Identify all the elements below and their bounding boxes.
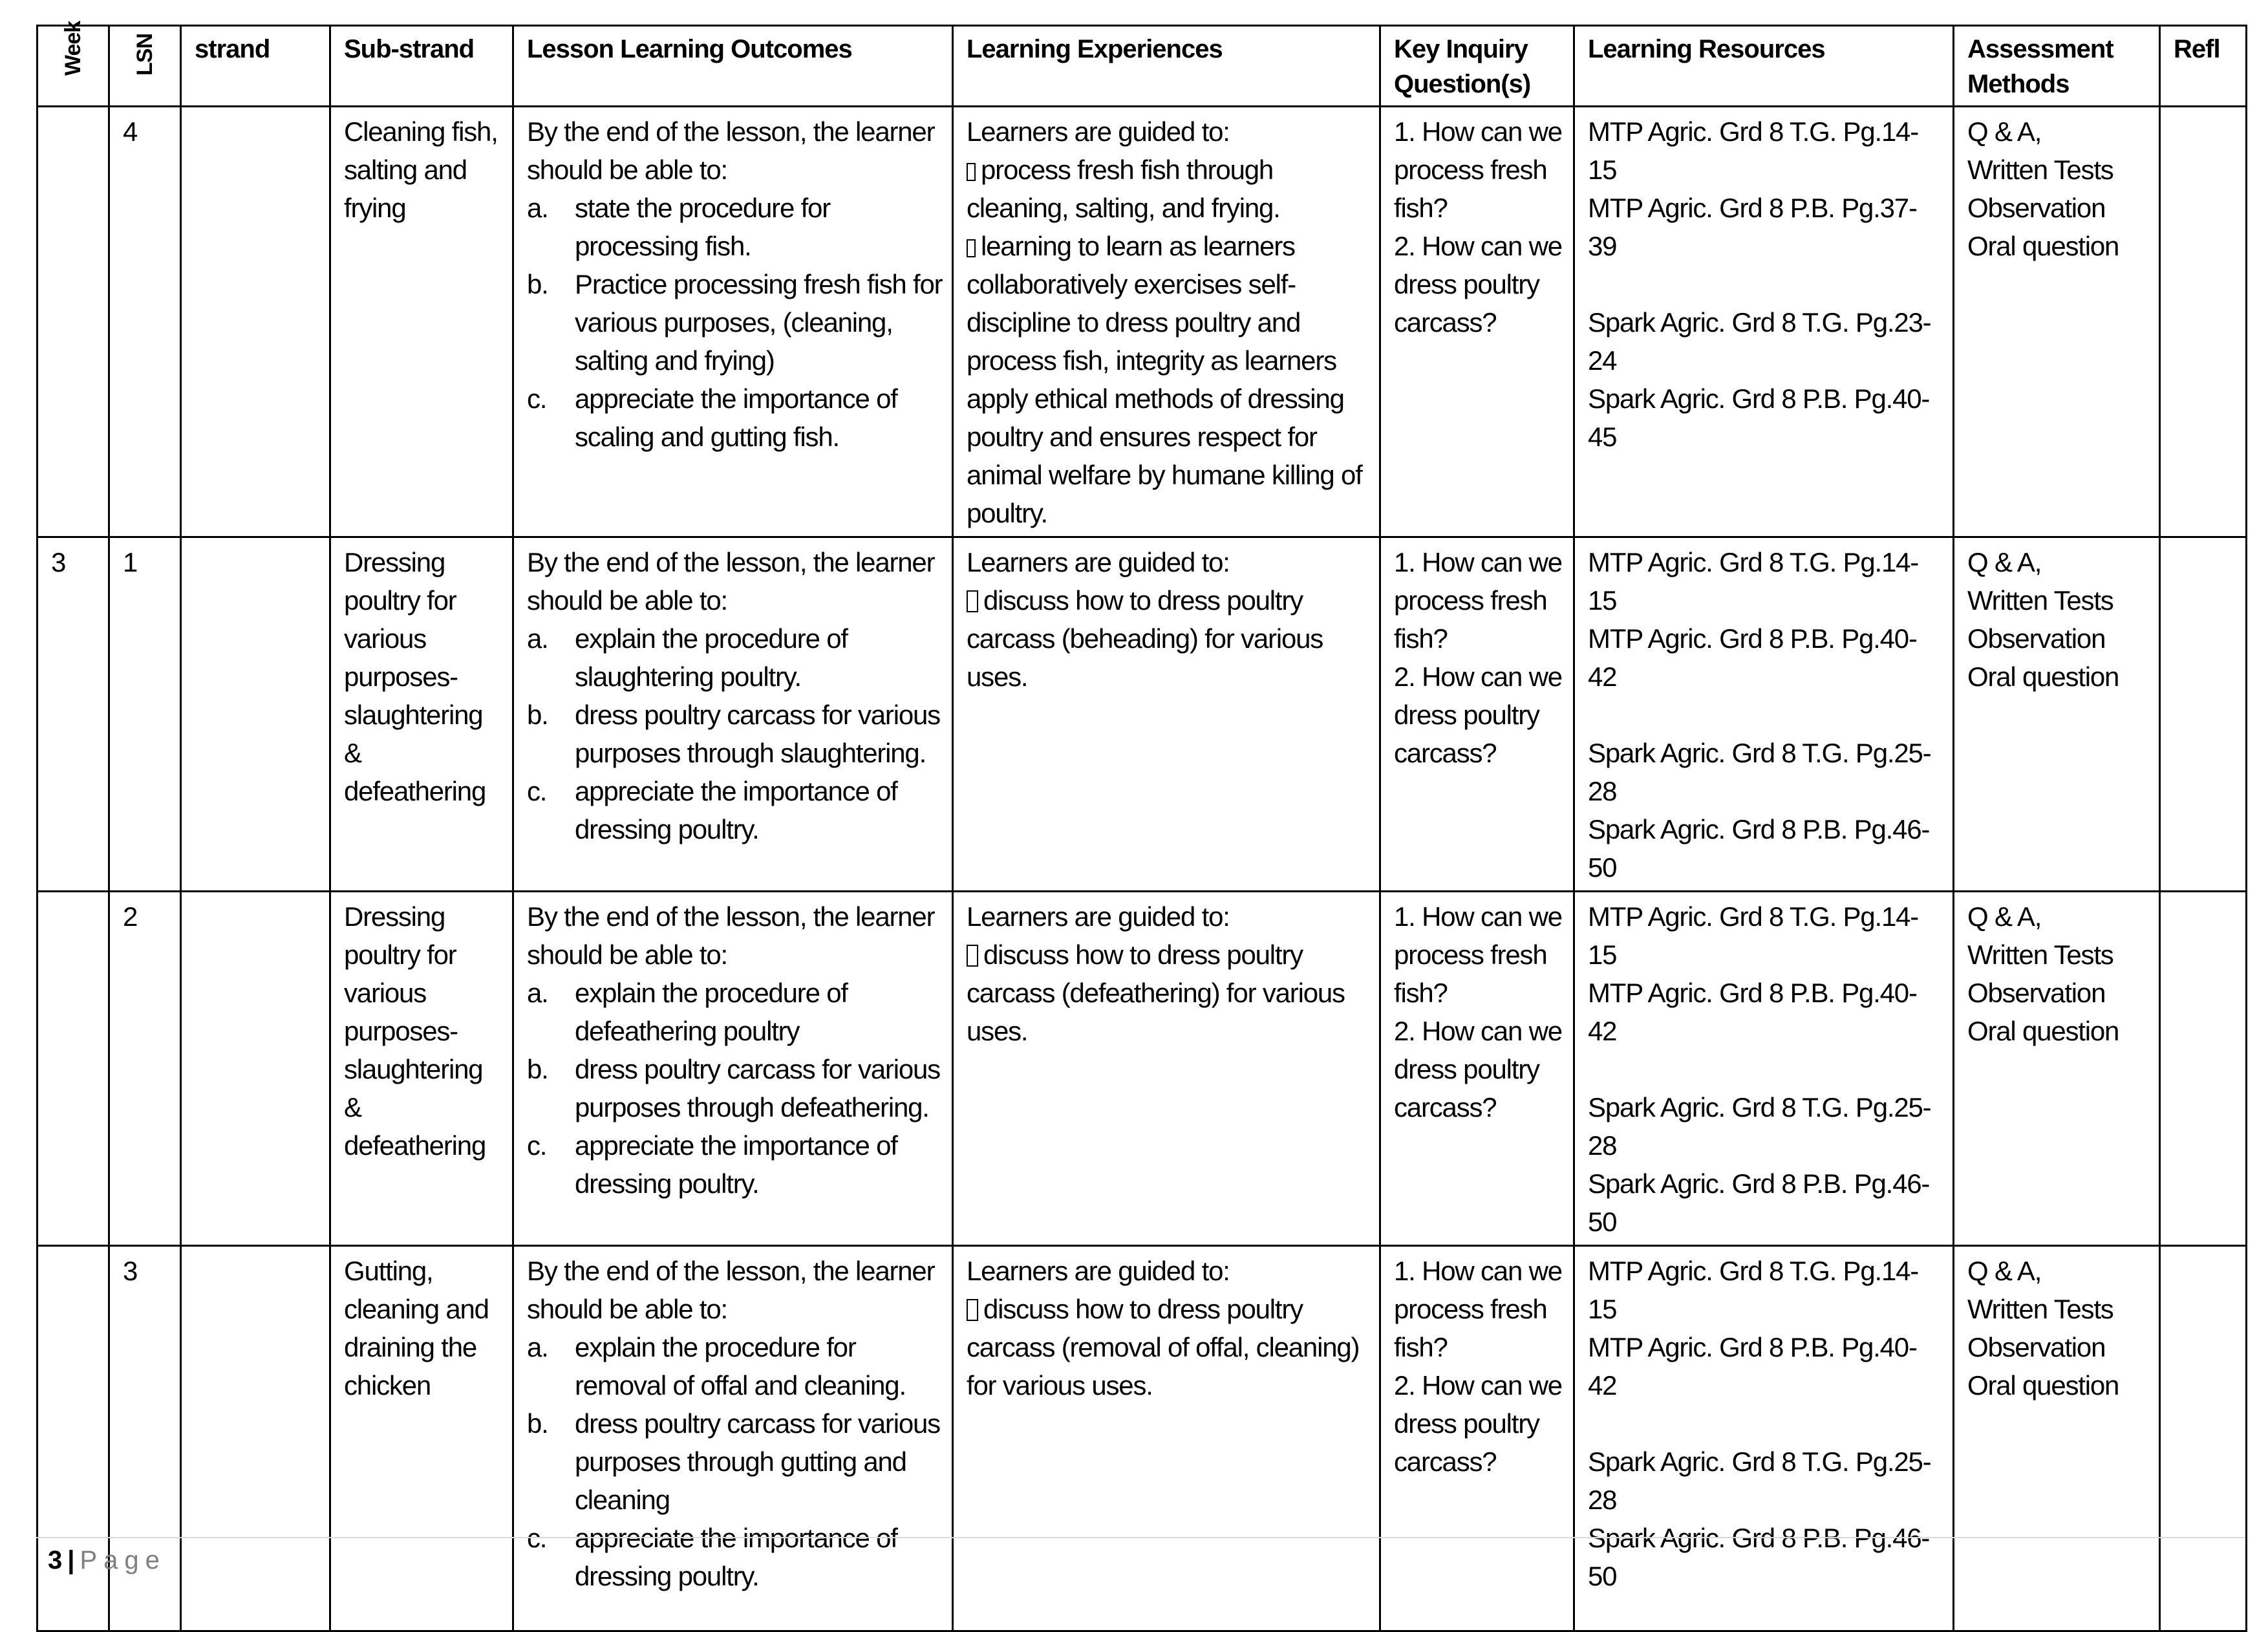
resource-item: MTP Agric. Grd 8 T.G. Pg.14-15 bbox=[1588, 901, 1919, 970]
experience-item bbox=[967, 581, 1370, 696]
outcome-text: dress poultry carcass for various purposes through defeathering. bbox=[575, 1054, 940, 1122]
experiences-cell bbox=[953, 892, 1380, 1246]
week-cell bbox=[37, 107, 109, 537]
resource-item: MTP Agric. Grd 8 P.B. Pg.37-39 bbox=[1588, 193, 1917, 261]
experience-item bbox=[967, 227, 1370, 532]
table-row bbox=[37, 537, 2247, 892]
resource-item: Spark Agric. Grd 8 T.G. Pg.25-28 bbox=[1588, 738, 1931, 806]
assessment-item: Oral question bbox=[1967, 1370, 2119, 1401]
reflection-cell bbox=[2160, 537, 2247, 892]
header-lsn-label: LSN bbox=[133, 34, 157, 76]
outcomes-intro: By the end of the lesson, the learner should be able to: bbox=[527, 116, 935, 185]
outcome-marker: b. bbox=[527, 1408, 548, 1439]
inquiry-question: 2. How can we dress poultry carcass? bbox=[1394, 661, 1562, 768]
outcome-marker: b. bbox=[527, 1054, 548, 1084]
outcomes-cell bbox=[513, 537, 953, 892]
checkbox-bullet-icon bbox=[967, 239, 976, 257]
lsn-cell: 4 bbox=[109, 107, 181, 537]
header-inquiry: Key Inquiry Question(s) bbox=[1380, 26, 1574, 107]
outcome-item bbox=[527, 1519, 943, 1595]
resource-item: Spark Agric. Grd 8 P.B. Pg.46-50 bbox=[1588, 1523, 1930, 1591]
inquiry-cell bbox=[1380, 107, 1574, 537]
outcome-text: appreciate the importance of scaling and gutting fish. bbox=[575, 383, 897, 452]
resources-cell bbox=[1574, 892, 1954, 1246]
resource-item: Spark Agric. Grd 8 P.B. Pg.46-50 bbox=[1588, 1168, 1930, 1237]
outcome-text: appreciate the importance of dressing poultry. bbox=[575, 776, 897, 844]
outcome-marker: c. bbox=[527, 383, 547, 414]
experience-text: discuss how to dress poultry carcass (defeathering) for various uses. bbox=[967, 939, 1345, 1046]
experiences-intro: Learners are guided to: bbox=[967, 901, 1230, 932]
assessment-item: Written Tests bbox=[1967, 1294, 2113, 1324]
resource-item: MTP Agric. Grd 8 T.G. Pg.14-15 bbox=[1588, 1256, 1919, 1324]
outcomes-cell bbox=[513, 107, 953, 537]
week-cell: 3 bbox=[37, 537, 109, 892]
outcomes-list bbox=[527, 189, 943, 456]
table-row bbox=[37, 892, 2247, 1246]
resource-item: MTP Agric. Grd 8 P.B. Pg.40-42 bbox=[1588, 978, 1917, 1046]
experiences-intro: Learners are guided to: bbox=[967, 116, 1230, 147]
substrand-cell: Cleaning fish, salting and frying bbox=[330, 107, 513, 537]
outcome-item bbox=[527, 189, 943, 265]
outcome-item bbox=[527, 772, 943, 848]
inquiry-question: 1. How can we process fresh fish? bbox=[1394, 547, 1562, 654]
checkbox-bullet-icon bbox=[967, 590, 978, 612]
assessment-item: Q & A, bbox=[1967, 1256, 2042, 1286]
header-substrand: Sub-strand bbox=[330, 26, 513, 107]
header-reflection: Refl bbox=[2160, 26, 2247, 107]
substrand-cell: Dressing poultry for various purposes- slaughtering & defeathering bbox=[330, 537, 513, 892]
outcome-text: appreciate the importance of dressing poultry. bbox=[575, 1523, 897, 1591]
assessment-item: Oral question bbox=[1967, 1016, 2119, 1046]
experience-text: process fresh fish through cleaning, salting, and frying. bbox=[967, 155, 1280, 223]
inquiry-question: 2. How can we dress poultry carcass? bbox=[1394, 1370, 1562, 1477]
header-experiences: Learning Experiences bbox=[953, 26, 1380, 107]
outcome-item bbox=[527, 1126, 943, 1203]
outcome-text: dress poultry carcass for various purposes through gutting and cleaning bbox=[575, 1408, 940, 1515]
inquiry-question: 2. How can we dress poultry carcass? bbox=[1394, 1016, 1562, 1122]
assessment-item: Q & A, bbox=[1967, 547, 2042, 577]
outcome-item bbox=[527, 696, 943, 772]
substrand-cell: Gutting, cleaning and draining the chicken bbox=[330, 1246, 513, 1631]
header-strand: strand bbox=[181, 26, 330, 107]
experiences-intro: Learners are guided to: bbox=[967, 547, 1230, 577]
strand-cell bbox=[181, 1246, 330, 1631]
page-number: 3 bbox=[48, 1546, 63, 1574]
footer-separator: | bbox=[67, 1546, 75, 1574]
outcome-item bbox=[527, 974, 943, 1050]
assessment-item: Q & A, bbox=[1967, 901, 2042, 932]
outcomes-list bbox=[527, 1328, 943, 1595]
inquiry-question: 1. How can we process fresh fish? bbox=[1394, 901, 1562, 1008]
resource-item: Spark Agric. Grd 8 P.B. Pg.40-45 bbox=[1588, 383, 1930, 452]
resource-item: Spark Agric. Grd 8 P.B. Pg.46-50 bbox=[1588, 814, 1930, 883]
experience-text: discuss how to dress poultry carcass (removal of offal, cleaning) for various uses. bbox=[967, 1294, 1360, 1401]
outcomes-list bbox=[527, 619, 943, 848]
outcome-text: explain the procedure of slaughtering poultry. bbox=[575, 623, 848, 692]
outcome-text: explain the procedure of defeathering poultry bbox=[575, 978, 848, 1046]
inquiry-question: 1. How can we process fresh fish? bbox=[1394, 116, 1562, 223]
resource-item: MTP Agric. Grd 8 P.B. Pg.40-42 bbox=[1588, 1332, 1917, 1401]
resource-gap bbox=[1588, 1050, 1943, 1088]
inquiry-question: 2. How can we dress poultry carcass? bbox=[1394, 231, 1562, 338]
header-row bbox=[37, 26, 2247, 107]
page-label: Page bbox=[80, 1546, 166, 1574]
outcome-marker: c. bbox=[527, 776, 547, 806]
outcome-item bbox=[527, 619, 943, 696]
checkbox-bullet-icon bbox=[967, 163, 976, 181]
outcomes-cell bbox=[513, 1246, 953, 1631]
scheme-of-work-table bbox=[36, 21, 2247, 1632]
header-resources: Learning Resources bbox=[1574, 26, 1954, 107]
inquiry-cell bbox=[1380, 1246, 1574, 1631]
outcome-marker: a. bbox=[527, 193, 548, 223]
outcome-item bbox=[527, 1050, 943, 1126]
outcomes-intro: By the end of the lesson, the learner should be able to: bbox=[527, 547, 935, 616]
page-footer bbox=[48, 1544, 166, 1576]
lsn-cell: 2 bbox=[109, 892, 181, 1246]
header-lsn bbox=[109, 26, 181, 107]
strand-cell bbox=[181, 537, 330, 892]
outcome-marker: b. bbox=[527, 269, 548, 299]
resource-item: MTP Agric. Grd 8 P.B. Pg.40-42 bbox=[1588, 623, 1917, 692]
lsn-cell: 1 bbox=[109, 537, 181, 892]
assessment-item: Observation bbox=[1967, 623, 2106, 654]
header-week-label: Week bbox=[61, 21, 85, 76]
header-assessment: Assessment Methods bbox=[1954, 26, 2160, 107]
assessment-item: Observation bbox=[1967, 1332, 2106, 1362]
experience-text: learning to learn as learners collaboratively exercises self-discipline to dress poultry and process fish, integrity as learners apply ethical methods of dressing poultry and ensures respect for animal welfare by humane killing of poultry. bbox=[967, 231, 1362, 528]
resource-item: Spark Agric. Grd 8 T.G. Pg.25-28 bbox=[1588, 1092, 1931, 1161]
inquiry-cell bbox=[1380, 537, 1574, 892]
inquiry-cell bbox=[1380, 892, 1574, 1246]
assessment-cell bbox=[1954, 537, 2160, 892]
outcome-text: Practice processing fresh fish for various purposes, (cleaning, salting and frying) bbox=[575, 269, 943, 376]
experiences-cell bbox=[953, 107, 1380, 537]
strand-cell bbox=[181, 107, 330, 537]
resource-item: MTP Agric. Grd 8 T.G. Pg.14-15 bbox=[1588, 547, 1919, 616]
assessment-cell bbox=[1954, 1246, 2160, 1631]
checkbox-bullet-icon bbox=[967, 945, 978, 967]
assessment-item: Oral question bbox=[1967, 661, 2119, 692]
table-row bbox=[37, 107, 2247, 537]
substrand-cell: Dressing poultry for various purposes- slaughtering & defeathering bbox=[330, 892, 513, 1246]
outcome-marker: c. bbox=[527, 1130, 547, 1161]
header-outcomes: Lesson Learning Outcomes bbox=[513, 26, 953, 107]
footer-divider bbox=[36, 1537, 2245, 1538]
experience-item bbox=[967, 1290, 1370, 1404]
outcome-marker: c. bbox=[527, 1523, 547, 1553]
resource-gap bbox=[1588, 696, 1943, 734]
resource-gap bbox=[1588, 265, 1943, 303]
outcome-marker: a. bbox=[527, 1332, 548, 1362]
resource-item: MTP Agric. Grd 8 T.G. Pg.14-15 bbox=[1588, 116, 1919, 185]
assessment-item: Observation bbox=[1967, 978, 2106, 1008]
outcome-item bbox=[527, 1328, 943, 1404]
outcome-text: state the procedure for processing fish. bbox=[575, 193, 830, 261]
assessment-item: Written Tests bbox=[1967, 939, 2113, 970]
assessment-item: Q & A, bbox=[1967, 116, 2042, 147]
assessment-item: Written Tests bbox=[1967, 155, 2113, 185]
table-row bbox=[37, 1246, 2247, 1631]
week-cell bbox=[37, 892, 109, 1246]
outcome-item bbox=[527, 380, 943, 456]
checkbox-bullet-icon bbox=[967, 1299, 978, 1321]
assessment-cell bbox=[1954, 892, 2160, 1246]
lsn-cell: 3 bbox=[109, 1246, 181, 1631]
outcomes-list bbox=[527, 974, 943, 1203]
outcome-marker: b. bbox=[527, 700, 548, 730]
outcome-item bbox=[527, 265, 943, 380]
table-body bbox=[37, 107, 2247, 1631]
experiences-cell bbox=[953, 537, 1380, 892]
reflection-cell bbox=[2160, 107, 2247, 537]
outcome-text: explain the procedure for removal of offal and cleaning. bbox=[575, 1332, 906, 1401]
resources-cell bbox=[1574, 1246, 1954, 1631]
assessment-item: Observation bbox=[1967, 193, 2106, 223]
header-week bbox=[37, 21, 109, 107]
experience-item bbox=[967, 151, 1370, 227]
strand-cell bbox=[181, 892, 330, 1246]
outcome-marker: a. bbox=[527, 623, 548, 654]
outcome-text: appreciate the importance of dressing poultry. bbox=[575, 1130, 897, 1199]
outcome-text: dress poultry carcass for various purposes through slaughtering. bbox=[575, 700, 940, 768]
experience-item bbox=[967, 936, 1370, 1050]
experiences-intro: Learners are guided to: bbox=[967, 1256, 1230, 1286]
experiences-cell bbox=[953, 1246, 1380, 1631]
reflection-cell bbox=[2160, 1246, 2247, 1631]
experience-text: discuss how to dress poultry carcass (beheading) for various uses. bbox=[967, 585, 1323, 692]
outcome-item bbox=[527, 1404, 943, 1519]
resources-cell bbox=[1574, 107, 1954, 537]
resource-gap bbox=[1588, 1404, 1943, 1443]
assessment-item: Written Tests bbox=[1967, 585, 2113, 616]
assessment-cell bbox=[1954, 107, 2160, 537]
outcomes-intro: By the end of the lesson, the learner should be able to: bbox=[527, 1256, 935, 1324]
resource-item: Spark Agric. Grd 8 T.G. Pg.25-28 bbox=[1588, 1446, 1931, 1515]
inquiry-question: 1. How can we process fresh fish? bbox=[1394, 1256, 1562, 1362]
outcomes-cell bbox=[513, 892, 953, 1246]
assessment-item: Oral question bbox=[1967, 231, 2119, 261]
outcomes-intro: By the end of the lesson, the learner should be able to: bbox=[527, 901, 935, 970]
outcome-marker: a. bbox=[527, 978, 548, 1008]
reflection-cell bbox=[2160, 892, 2247, 1246]
resources-cell bbox=[1574, 537, 1954, 892]
resource-item: Spark Agric. Grd 8 T.G. Pg.23-24 bbox=[1588, 307, 1931, 376]
